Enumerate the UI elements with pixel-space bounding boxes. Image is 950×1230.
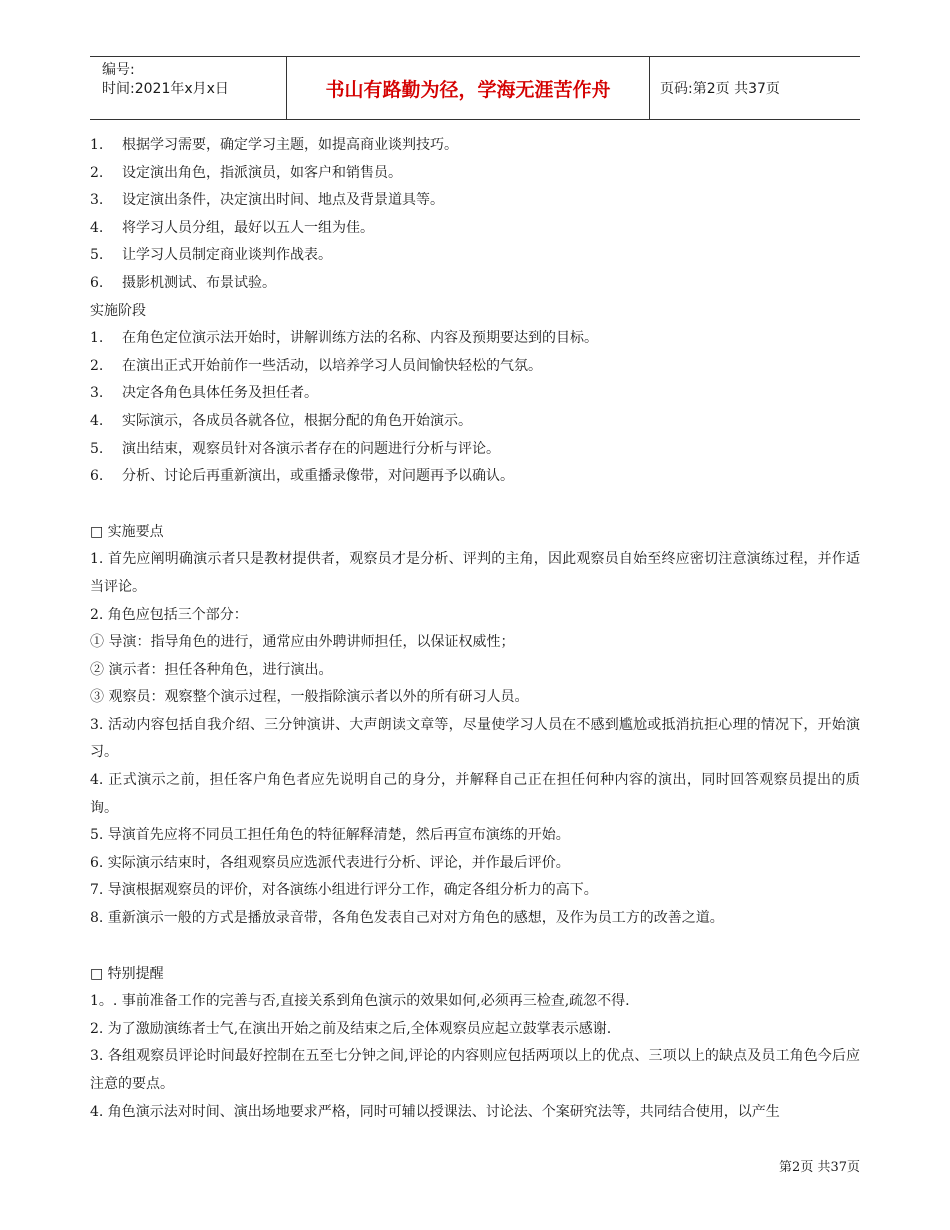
list-item: 6. 摄影机测试、布景试验。 bbox=[90, 274, 276, 291]
section-spacer bbox=[90, 491, 860, 519]
section-spacer bbox=[90, 933, 860, 961]
key-points-heading: □ 实施要点 bbox=[90, 523, 164, 540]
page-header bbox=[90, 56, 860, 120]
list-item: 3. 各组观察员评论时间最好控制在五至七分钟之间,评论的内容则应包括两项以上的优点、三项以上的缺点及员工角色今后应注意的要点。 bbox=[90, 1048, 860, 1092]
key-points-list bbox=[90, 546, 860, 932]
list-item: 3. 设定演出条件，决定演出时间、地点及背景道具等。 bbox=[90, 192, 444, 209]
list-item: 1。. 事前准备工作的完善与否,直接关系到角色演示的效果如何,必须再三检查,疏忽不得. bbox=[90, 993, 630, 1010]
list-item: 3. 决定各角色具体任务及担任者。 bbox=[90, 385, 318, 402]
implementation-heading: 实施阶段 bbox=[90, 302, 146, 319]
implementation-list bbox=[90, 325, 860, 491]
list-item: 2. 设定演出角色，指派演员，如客户和销售员。 bbox=[90, 164, 402, 181]
list-item: 1. 根据学习需要，确定学习主题，如提高商业谈判技巧。 bbox=[90, 137, 458, 153]
list-item: 1. 在角色定位演示法开始时，讲解训练方法的名称、内容及预期要达到的目标。 bbox=[90, 330, 598, 347]
document-body bbox=[90, 132, 860, 1126]
document-time-label: 时间:2021年x月x日 bbox=[102, 81, 229, 97]
list-item: 2. 为了激励演练者士气,在演出开始之前及结束之后,全体观察员应起立鼓掌表示感谢. bbox=[90, 1020, 612, 1037]
list-item: 7. 导演根据观察员的评价，对各演练小组进行评分工作，确定各组分析力的高下。 bbox=[90, 882, 598, 899]
list-item: ③ 观察员：观察整个演示过程，一般指除演示者以外的所有研习人员。 bbox=[90, 689, 529, 706]
list-item: 4. 将学习人员分组，最好以五人一组为佳。 bbox=[90, 219, 374, 236]
list-item: 6. 分析、讨论后再重新演出，或重播录像带，对问题再予以确认。 bbox=[90, 468, 514, 485]
special-reminder-heading: □ 特别提醒 bbox=[90, 965, 164, 982]
page-footer: 第2页 共37页 bbox=[779, 1160, 860, 1175]
list-item: ② 演示者：担任各种角色，进行演出。 bbox=[90, 661, 333, 678]
list-item: 4. 正式演示之前，担任客户角色者应先说明自己的身分，并解释自己正在担任何种内容的演出，同时回答观察员提出的质询。 bbox=[90, 772, 860, 816]
header-motto: 书山有路勤为径，学海无涯苦作舟 bbox=[286, 57, 650, 119]
list-item: 6. 实际演示结束时，各组观察员应选派代表进行分析、评论，并作最后评价。 bbox=[90, 854, 570, 871]
header-page-number: 页码:第2页 共37页 bbox=[660, 81, 780, 97]
preparation-list bbox=[90, 132, 860, 298]
special-reminder-list bbox=[90, 988, 860, 1126]
document-number-label: 编号: bbox=[102, 62, 135, 78]
list-item: 2. 角色应包括三个部分： bbox=[90, 606, 248, 623]
list-item: 2. 在演出正式开始前作一些活动，以培养学习人员间愉快轻松的气氛。 bbox=[90, 357, 542, 374]
list-item: 5. 演出结束，观察员针对各演示者存在的问题进行分析与评论。 bbox=[90, 440, 500, 457]
list-item: 5. 让学习人员制定商业谈判作战表。 bbox=[90, 247, 332, 264]
list-item: 4. 角色演示法对时间、演出场地要求严格，同时可辅以授课法、讨论法、个案研究法等，共同结合使用，以产生 bbox=[90, 1103, 780, 1120]
list-item: 1. 首先应阐明确演示者只是教材提供者，观察员才是分析、评判的主角，因此观察员自始至终应密切注意演练过程，并作适当评论。 bbox=[90, 551, 860, 595]
list-item: 5. 导演首先应将不同员工担任角色的特征解释清楚，然后再宣布演练的开始。 bbox=[90, 827, 570, 844]
list-item: 3. 活动内容包括自我介绍、三分钟演讲、大声朗读文章等，尽量使学习人员在不感到尴尬或抵消抗拒心理的情况下，开始演习。 bbox=[90, 716, 860, 761]
list-item: 4. 实际演示，各成员各就各位，根据分配的角色开始演示。 bbox=[90, 412, 472, 429]
header-meta bbox=[90, 57, 286, 119]
list-item: 8. 重新演示一般的方式是播放录音带，各角色发表自己对对方角色的感想，及作为员工方的改善之道。 bbox=[90, 910, 724, 927]
list-item: ① 导演：指导角色的进行，通常应由外聘讲师担任，以保证权威性； bbox=[90, 634, 515, 651]
